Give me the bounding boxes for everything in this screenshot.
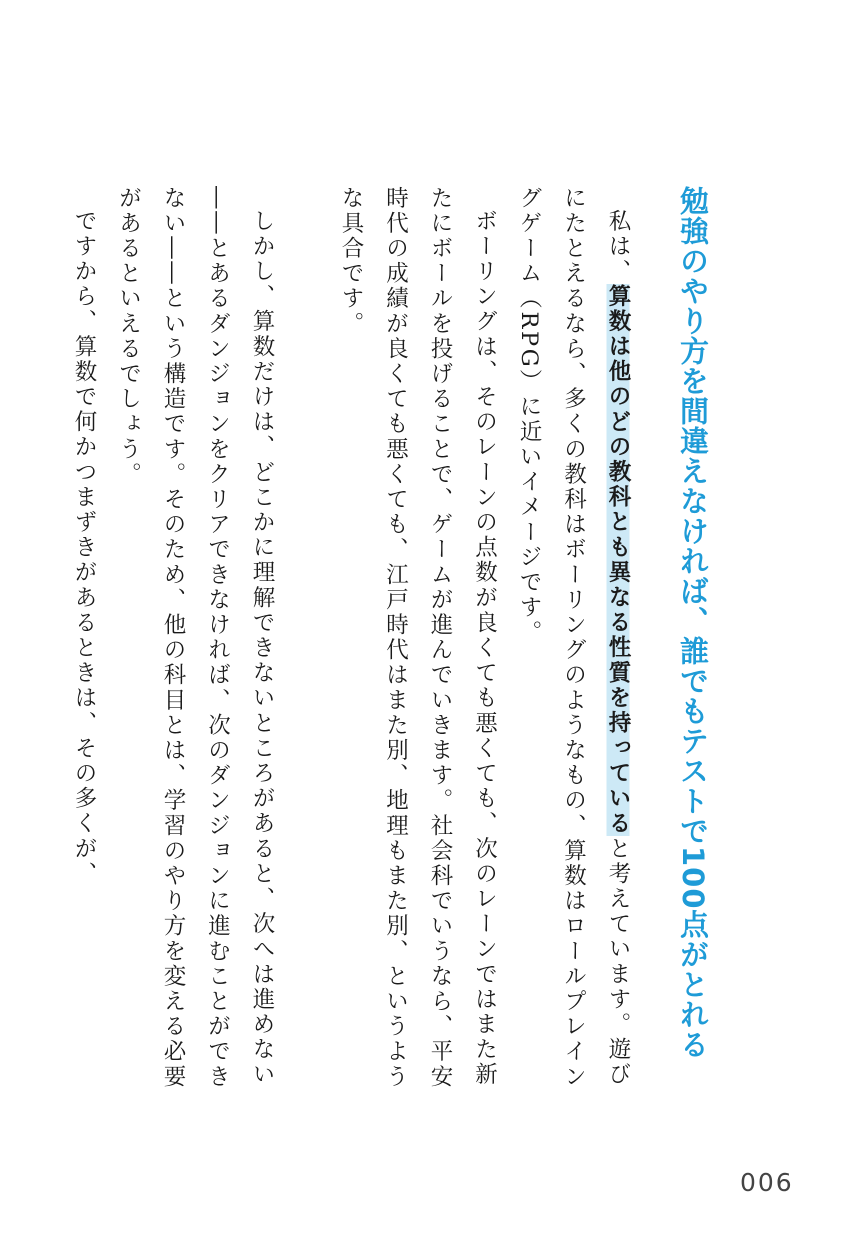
- highlighted-phrase: 算数は他のどの教科とも異なる性質を持っている: [605, 283, 631, 837]
- paragraph-text: 私は、: [605, 208, 631, 284]
- body-text: [71, 186, 640, 1106]
- paragraph: ですから、算数で何かつまずきがあるときは、その多くが、: [71, 208, 97, 887]
- paragraph: [507, 186, 641, 1106]
- paragraph-text: と考えています。遊びにたとえるなら、多くの教科はボーリングのようなもの、算数はロールプレイングゲーム（RPG）に近いイメージです。: [516, 186, 631, 1090]
- page-number: 006: [740, 1168, 794, 1197]
- paragraph: ボーリングは、そのレーンの点数が良くても悪くても、次のレーンではまた新たにボールを投げることで、ゲームが進んでいきます。社会科でいうなら、平安時代の成績が良くても悪くても、江戸時代はまた別、地理もまた別、というような具合です。: [338, 186, 498, 1090]
- paragraph: しかし、算数だけは、どこかに理解できないところがあると、次へは進めない――とあるダンジョンをクリアできなければ、次のダンジョンに進むことができない――という構造です。そのため、他の科目とは、学習のやり方を変える必要があるといえるでしょう。: [115, 186, 275, 1090]
- section-heading: 勉強のやり方を間違えなければ、誰でもテストで100点がとれる: [676, 186, 710, 1060]
